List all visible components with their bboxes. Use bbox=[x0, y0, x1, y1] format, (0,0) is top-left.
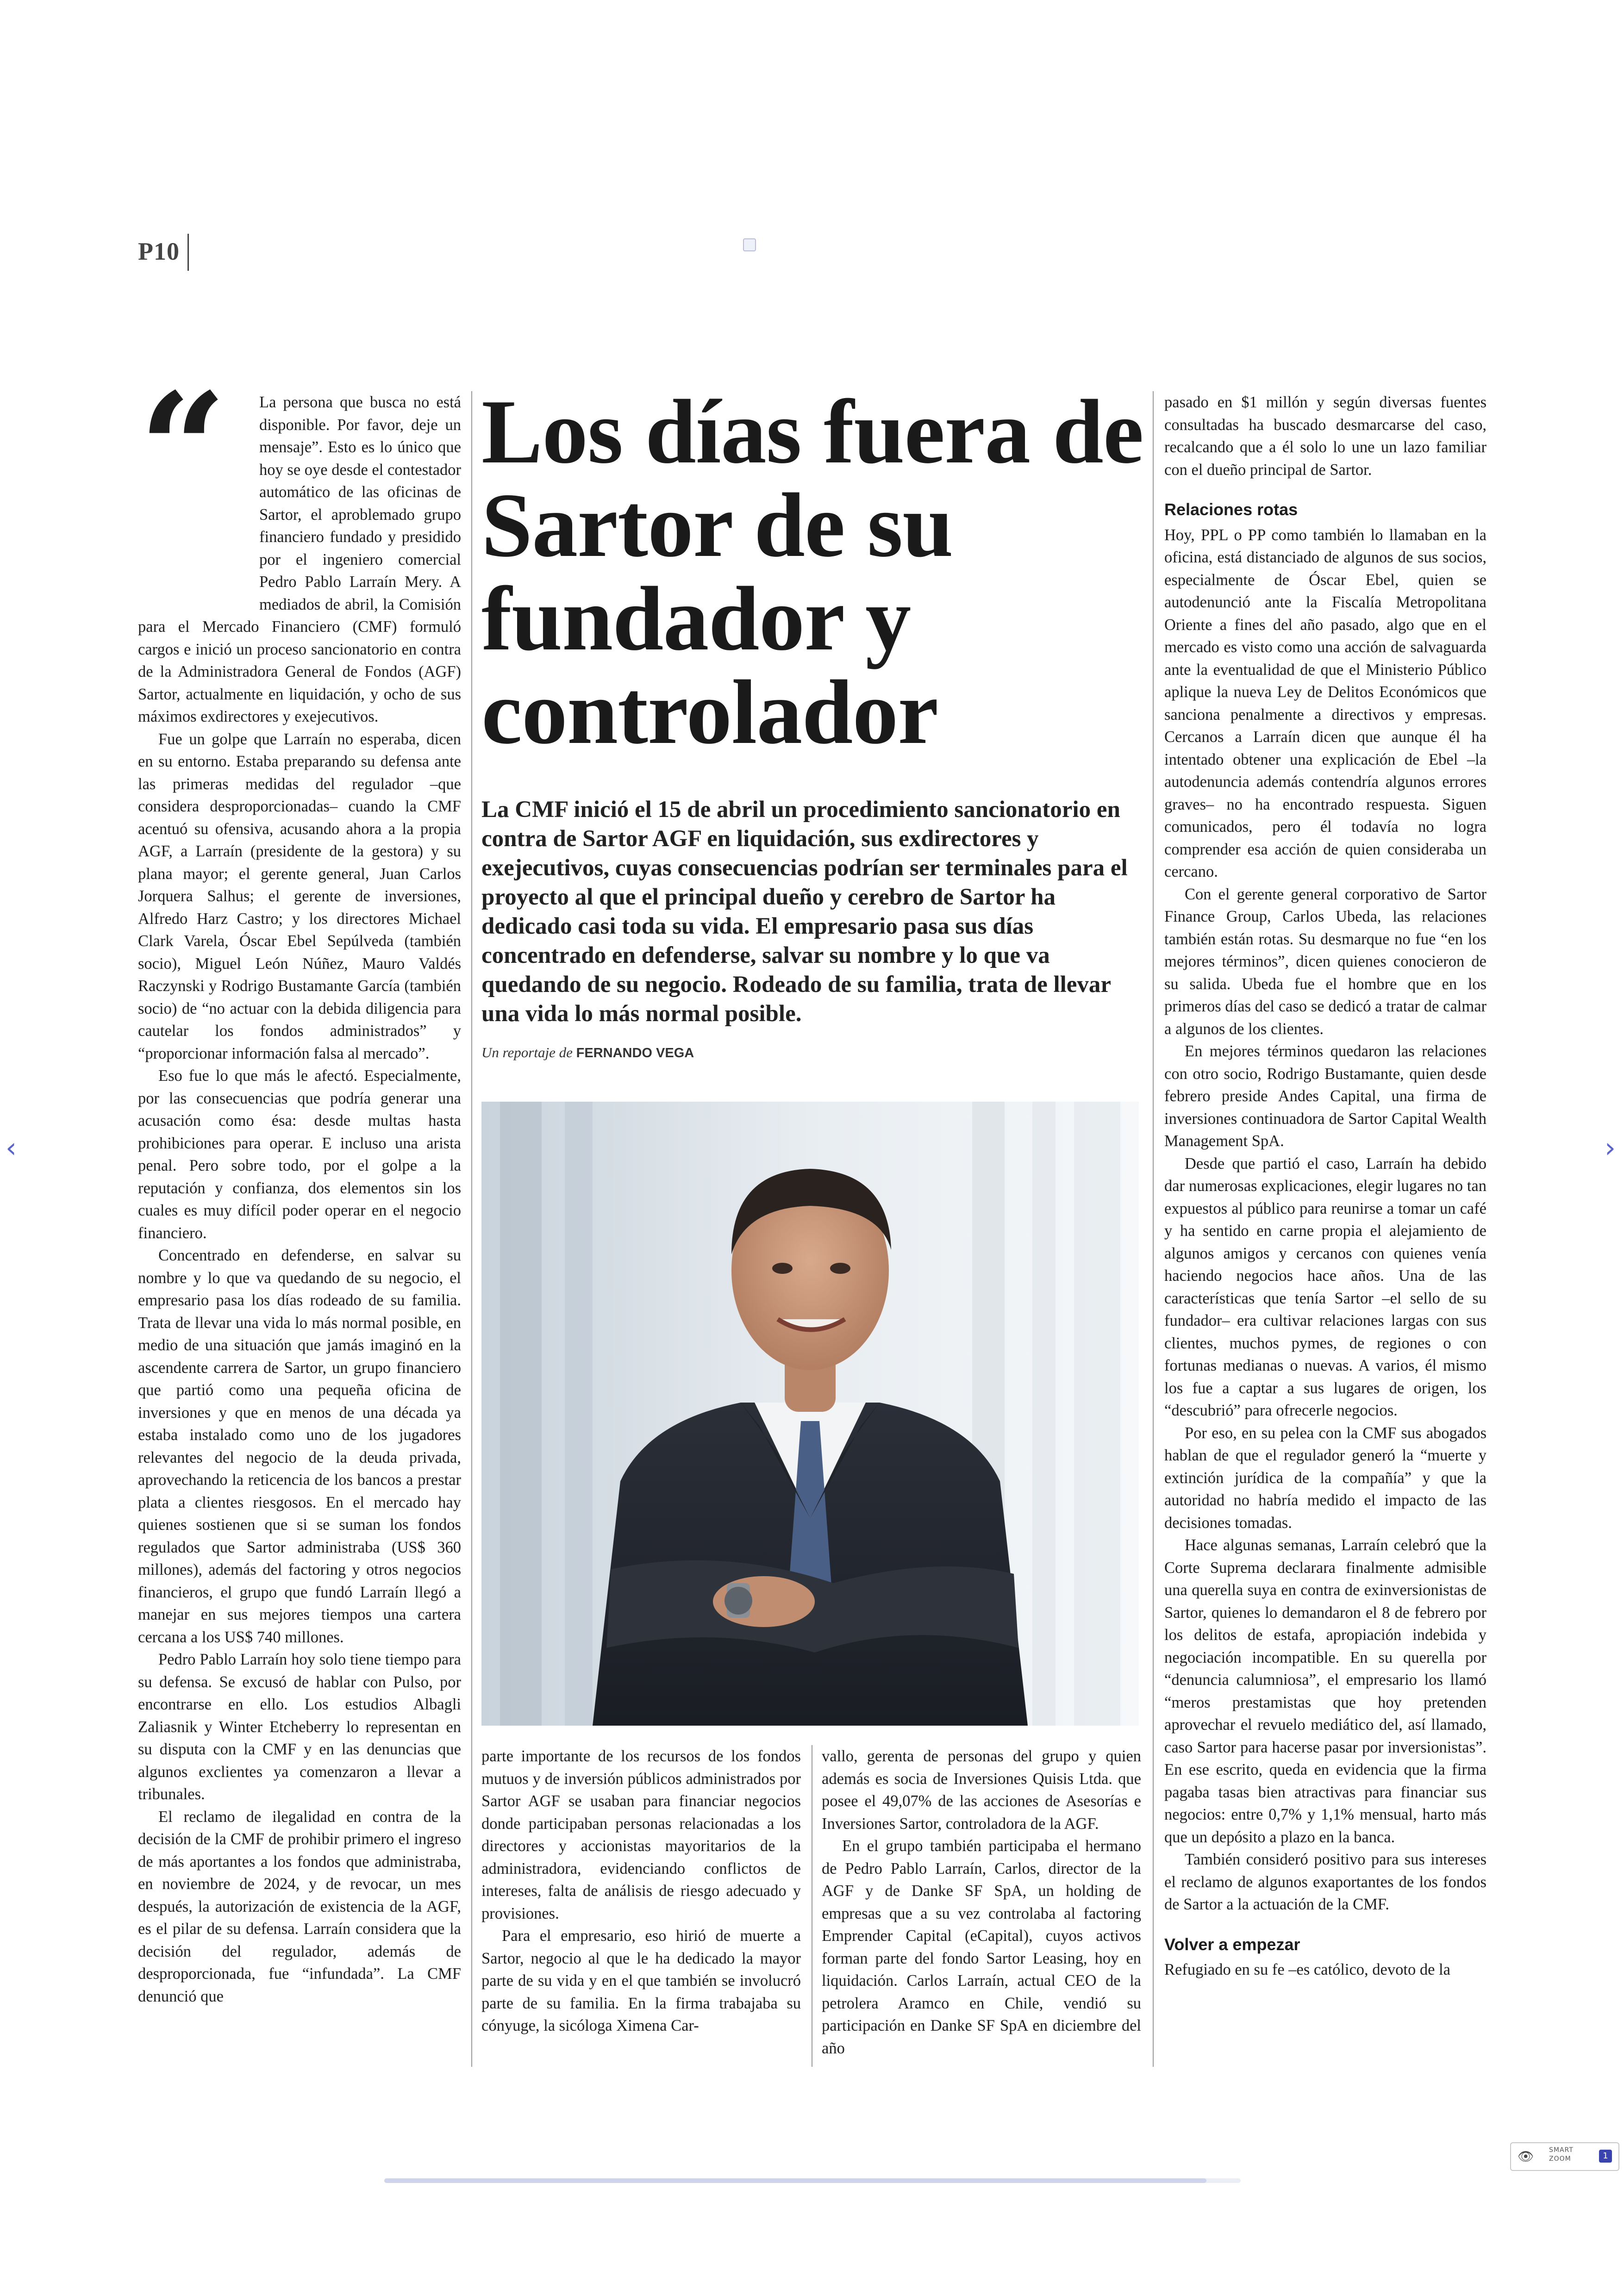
portrait-photo bbox=[481, 1102, 1139, 1726]
smart-zoom-level: 1 bbox=[1599, 2150, 1612, 2163]
paragraph: La persona que busca no está disponible. Por favor, deje un mensaje”. Esto es lo único que hoy se oye desde el contestador automático de las oficinas de Sartor, el aproblemado grupo financiero fundado y presidido por el ingeniero comercial Pedro Pablo Larraín Mery. A mediados de abril, la Comisión para el Mercado Financiero (CMF) formuló cargos e inició un proceso sancionatorio en contra de la Administradora General de Fondos (AGF) Sartor, actualmente en liquidación, y ocho de sus máximos exdirectores y exejecutivos. bbox=[138, 393, 461, 725]
paragraph: El reclamo de ilegalidad en contra de la decisión de la CMF de prohibir primero el ingreso de más aportantes a los fondos que administraba, en noviembre de 2024, y de revocar, un mes después, la autorización de existencia de la AGF, es el pilar de su defensa. Larraín considera que la decisión del regulador, además de desproporcionada, fue “infundada”. La CMF denunció que bbox=[138, 1808, 461, 2005]
paragraph: Fue un golpe que Larraín no esperaba, dicen en su entorno. Estaba preparando su defensa ante las primeras medidas del regulador –que considera desproporcionadas– cuando la CMF acentuó su ofensiva, acusando ahora a la propia AGF, a Larraín (presidente de la gestora) y su plana mayor; el gerente general, Juan Carlos Jorquera Salhus; el gerente de inversiones, Alfredo Harz Castro; y los directores Michael Clark Varela, Óscar Ebel Sepúlveda (también socio), Miguel León Núñez, Mauro Valdés Raczynski y Rodrigo Bustamante García (también socio) de “no actuar con la debida diligencia para cautelar los fondos administrados” y “proporcionar información falsa al mercado”. bbox=[138, 730, 461, 1062]
page-number-divider bbox=[187, 234, 189, 271]
smart-zoom-button[interactable] bbox=[1510, 2142, 1619, 2171]
byline-author: FERNANDO VEGA bbox=[576, 1046, 694, 1060]
page-number: P10 bbox=[138, 237, 180, 265]
byline bbox=[481, 1044, 694, 1061]
smart-zoom-label-line-2: ZOOM bbox=[1549, 2155, 1571, 2163]
paragraph: Para el empresario, eso hirió de muerte a Sartor, negocio al que le ha dedicado la mayor parte de su vida y en el que también se involucró parte de su familia. En la firma trabajaba su cónyuge, la sicóloga Ximena Car- bbox=[481, 1927, 801, 2034]
paragraph: Pedro Pablo Larraín hoy solo tiene tiempo para su defensa. Se excusó de hablar con Pulso, por encontrarse en ello. Los estudios Albagli Zaliasnik y Winter Etcheberry lo representan en su disputa con la CMF y en las denuncias que algunos exclientes ya comenzaron a llevar a tribunales. bbox=[138, 1651, 461, 1803]
paragraph: Hace algunas semanas, Larraín celebró que la Corte Suprema declarara finalmente admisible una querella suya en contra de exinversionistas de Sartor, quienes lo demandaron el 8 de febrero por los delitos de estafa, apropiación indebida y negociación incompatible. En su querella por “denuncia calumniosa”, el empresario los llamó “meros prestamistas que hoy pretenden aprovechar el revuelo mediático del, así llamado, caso Sartor para hacerse pasar por inversionistas”. En ese escrito, queda en evidencia que la firma pagaba tasas bien atractivas para financiar sus negocios: entre 0,7% y 1,1% mensual, harto más que un depósito a plazo en la banca. bbox=[1164, 1536, 1487, 1846]
byline-prefix: Un reportaje de bbox=[481, 1044, 573, 1060]
article-column-1 bbox=[138, 359, 461, 2008]
paragraph: Hoy, PPL o PP como también lo llamaban en la oficina, está distanciado de algunos de sus socios, especialmente de Óscar Ebel, quien se autodenunció ante la Fiscalía Metropolitana Oriente a fines del año pasado, algo que en el mercado es visto como una acción de salvaguarda ante la eventualidad de que el Ministerio Público aplique la nueva Ley de Delitos Económicos que sanciona penalmente a directivos y empresas. Cercanos a Larraín dicen que aunque él ha intentado obtener una explicación de Ebel –la autodenuncia además contendría algunos errores graves– no ha encontrado respuesta. Siguen comunicados, pero él todavía no logra comprender esa acción de quien consideraba un cercano. bbox=[1164, 526, 1487, 880]
chevron-right-icon[interactable]: › bbox=[1605, 1132, 1616, 1164]
paragraph: parte importante de los recursos de los fondos mutuos y de inversión públicos administrados por Sartor AGF se usaban para financiar negocios donde participaban personas relacionadas a los directores y accionistas mayoritarios de la administradora, evidenciando conflictos de intereses, falta de análisis de riesgo adecuado y provisiones. bbox=[481, 1747, 801, 1922]
smart-zoom-label-line-1: SMART bbox=[1549, 2146, 1574, 2154]
paragraph: Eso fue lo que más le afectó. Especialmente, por las consecuencias que podría generar una acusación como ésa: desde multas hasta prohibiciones para operar. E incluso una arista penal. Pero sobre todo, por el golpe a la reputación y confianza, dos elementos sin los cuales es muy difícil poder operar en el negocio financiero. bbox=[138, 1067, 461, 1242]
section-subhead: Relaciones rotas bbox=[1164, 500, 1298, 519]
chevron-left-icon[interactable]: ‹ bbox=[6, 1132, 17, 1164]
column-divider bbox=[471, 391, 472, 2067]
paragraph: vallo, gerenta de personas del grupo y quien además es socia de Inversiones Quisis Ltda. que posee el 49,07% de las acciones de Asesorías e Inversiones Sartor, controladora de la AGF. bbox=[822, 1747, 1141, 1833]
headline: Los días fuera de Sartor de su fundador y controlador bbox=[481, 381, 1143, 763]
article-deck: La CMF inició el 15 de abril un procedimiento sancionatorio en contra de Sartor AGF en liquidación, sus exdirectores y exejecutivos, cuyas consecuencias podrían ser terminales para el proyecto al que el principal dueño y cerebro de Sartor ha dedicado casi toda su vida. El empresario pasa sus días concentrado en defenderse, salvar su nombre y lo que va quedando de su negocio. Rodeado de su familia, trata de llevar una vida lo más normal posible. bbox=[481, 797, 1128, 1027]
smart-zoom-label bbox=[1549, 2146, 1574, 2164]
paragraph: pasado en $1 millón y según diversas fuentes consultadas ha buscado desmarcarse del caso, recalcando que a él solo lo une un lazo familiar con el dueño principal de Sartor. bbox=[1164, 393, 1487, 479]
section-subhead: Volver a empezar bbox=[1164, 1934, 1300, 1954]
eye-icon: 👁 bbox=[1518, 2149, 1534, 2164]
article-column-3 bbox=[822, 1745, 1141, 2059]
paragraph: Desde que partió el caso, Larraín ha debido dar numerosas explicaciones, elegir lugares no tan expuestos al público para reunirse a tomar un café y ha sentido en carne propia el alejamiento de algunos amigos y cercanos con quienes venía haciendo negocios hace años. Una de las características que tenía Sartor –el sello de su fundador– era cultivar relaciones largas con sus clientes, muchos pymes, de regiones o con fortunas medianas o nuevas. A varios, él mismo los fue a captar a sus lugares de origen, los “descubrió” para ofrecerle negocios. bbox=[1164, 1154, 1487, 1419]
paragraph: Concentrado en defenderse, en salvar su nombre y lo que va quedando de su negocio, el empresario pasa los días rodeado de su familia. Trata de llevar una vida lo más normal posible, en medio de una situación que jamás imaginó en la ascendente carrera de Sartor, un grupo financiero que partió como una pequeña oficina de inversiones y que en menos de una década ya estaba instalado como uno de los jugadores relevantes del negocio de la deuda privada, aprovechando la reticencia de los bancos a prestar plata a clientes riesgosos. En el mercado hay quienes sostienen que si se suman los fondos regulados que Sartor administraba (US$ 360 millones), además del factoring y otros negocios financieros, el grupo que fundó Larraín llegó a manejar en sus mejores tiempos una cartera cercana a los US$ 740 millones. bbox=[138, 1247, 461, 1646]
paragraph: Refugiado en su fe –es católico, devoto de la bbox=[1164, 1961, 1450, 1978]
opening-quote-mark: “ bbox=[139, 359, 227, 539]
article-column-4 bbox=[1164, 391, 1487, 1981]
article-column-2 bbox=[481, 1745, 801, 2037]
paragraph: Por eso, en su pelea con la CMF sus abogados hablan de que el regulador generó la “muerte y extinción jurídica de la compañía” y que la autoridad no habría medido el impacto de las decisiones tomadas. bbox=[1164, 1424, 1487, 1532]
column-divider bbox=[1153, 391, 1154, 2067]
page-marker-icon bbox=[743, 238, 756, 251]
paragraph: En el grupo también participaba el hermano de Pedro Pablo Larraín, Carlos, director de la AGF y de Danke SF SpA, un holding de empresas que a su vez controlaba al factoring Emprender Capital (eCapital), cuyos activos forman parte del fondo Sartor Leasing, hoy en liquidación. Carlos Larraín, actual CEO de la petrolera Aramco en Chile, vendió su participación en Danke SF SpA en diciembre del año bbox=[822, 1837, 1141, 2057]
page-progress-fill bbox=[384, 2178, 1206, 2183]
paragraph: En mejores términos quedaron las relaciones con otro socio, Rodrigo Bustamante, quien desde febrero preside Andes Capital, una firma de inversiones continuadora de Sartor Capital Wealth Management SpA. bbox=[1164, 1042, 1487, 1150]
paragraph: También consideró positivo para sus intereses el reclamo de algunos exaportantes de los fondos de Sartor a la actuación de la CMF. bbox=[1164, 1851, 1487, 1913]
paragraph: Con el gerente general corporativo de Sartor Finance Group, Carlos Ubeda, las relaciones también están rotas. Su desmarque no fue “en los mejores términos”, dicen quienes conocieron de su salida. Ubeda fue el hombre que en los primeros días del caso se dedicó a tratar de calmar a algunos de los clientes. bbox=[1164, 885, 1487, 1038]
